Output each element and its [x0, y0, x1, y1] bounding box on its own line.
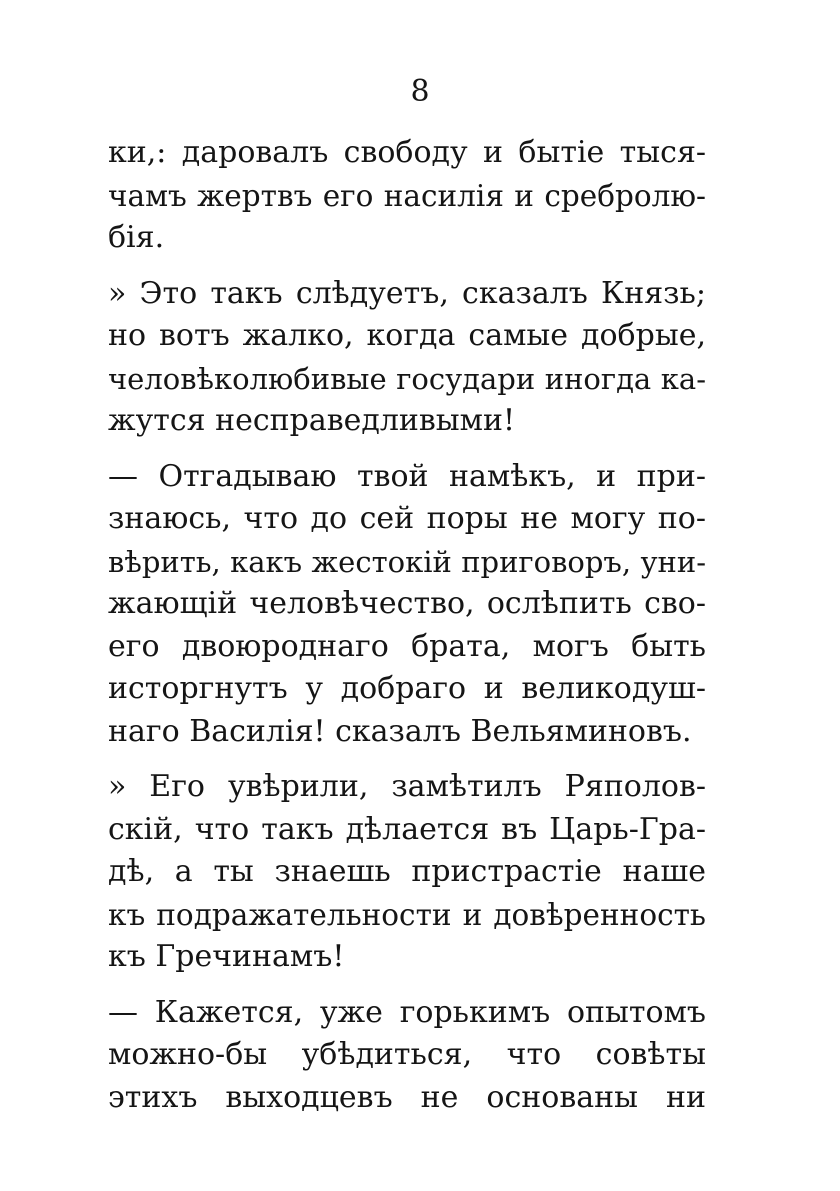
paragraph: [108, 992, 706, 1120]
body-text: [108, 132, 706, 1132]
text-line: » Его увѣрили, замѣтилъ Ряполов-: [108, 769, 706, 804]
page-number: 8: [410, 74, 430, 109]
paragraph: [108, 132, 706, 260]
text-line: скій, что такъ дѣлается въ Царь-Гра-: [108, 811, 706, 847]
text-line: — Отгадываю твой намѣкъ, и при-: [108, 458, 706, 494]
text-line: » Это такъ слѣдуетъ, сказалъ Князь;: [108, 275, 706, 311]
text-line: ки,: даровалъ свободу и бытіе тыся-: [108, 135, 706, 170]
paragraph: [108, 456, 706, 754]
text-line: его двоюроднаго брата, могъ быть: [108, 628, 706, 664]
text-line: дѣ, а ты знаешь пристрастіе наше: [108, 854, 706, 889]
text-line: исторгнутъ у добраго и великодуш-: [108, 671, 706, 706]
text-line: жающій человѣчество, ослѣпить сво-: [108, 586, 706, 621]
text-line: бія.: [108, 220, 165, 255]
text-line: но вотъ жалко, когда самые добрые,: [108, 318, 706, 353]
text-line: къ подражательности и довѣренность: [108, 897, 706, 932]
text-line: чамъ жертвъ его насилія и сребролю-: [108, 178, 706, 213]
paragraph: [108, 273, 706, 443]
text-line: къ Гречинамъ!: [108, 939, 345, 974]
text-line: жутся несправедливыми!: [108, 403, 516, 438]
text-line: знаюсь, что до сей поры не могу по-: [108, 501, 706, 536]
text-line: вѣрить, какъ жестокій приговоръ, уни-: [108, 544, 706, 579]
text-line: этихъ выходцевъ не основаны ни: [108, 1079, 706, 1115]
paragraph: [108, 766, 706, 979]
text-line: человѣколюбивые государи иногда ка-: [108, 361, 706, 396]
text-line: наго Василія! сказалъ Вельяминовъ.: [108, 713, 692, 749]
text-line: можно-бы убѣдиться, что совѣты: [108, 1037, 706, 1072]
text-line: — Кажется, уже горькимъ опытомъ: [108, 994, 706, 1030]
